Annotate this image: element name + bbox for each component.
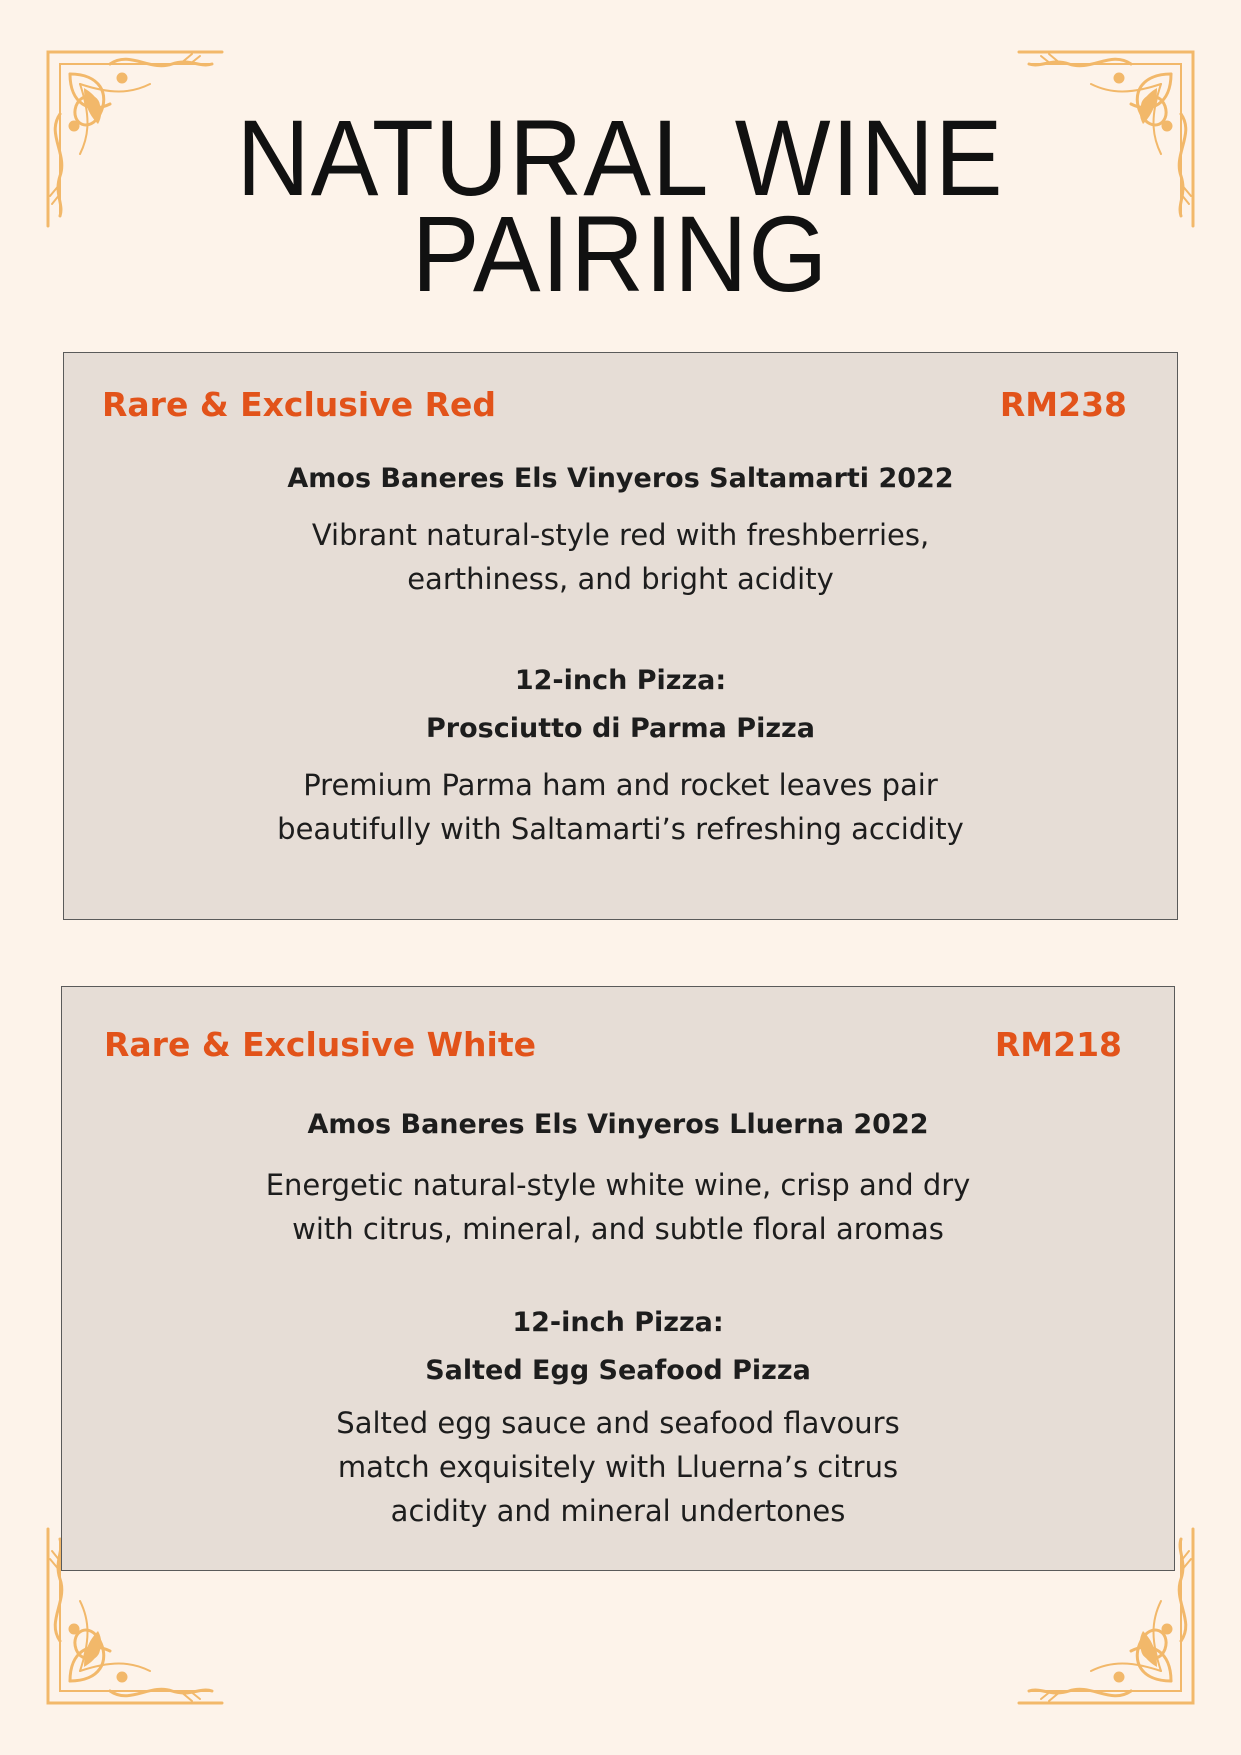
wine-name: Amos Baneres Els Vinyeros Saltamarti 2022: [287, 463, 954, 494]
pizza-description-line: Salted egg sauce and seafood flavours: [336, 1406, 900, 1440]
wine-description: [64, 513, 1177, 601]
price-label: RM238: [999, 385, 1127, 424]
pizza-size-label: 12-inch Pizza:: [512, 1307, 724, 1338]
pizza-name: Prosciutto di Parma Pizza: [426, 713, 815, 744]
pizza-name: Salted Egg Seafood Pizza: [425, 1355, 811, 1386]
title-line-2: PAIRING: [411, 193, 829, 314]
pizza-description: [64, 763, 1177, 851]
pairing-card-white: [61, 986, 1175, 1571]
category-title: Rare & Exclusive Red: [102, 385, 497, 424]
pizza-description-line: Premium Parma ham and rocket leaves pair: [303, 768, 938, 802]
pizza-description: [62, 1401, 1174, 1533]
wine-description-line: with citrus, mineral, and subtle floral aromas: [292, 1212, 944, 1246]
page-title: [150, 97, 1090, 314]
wine-description-line: Energetic natural-style white wine, crisp and dry: [265, 1168, 971, 1202]
pizza-description-line: beautifully with Saltamarti’s refreshing accidity: [277, 812, 964, 846]
wine-description-line: Vibrant natural-style red with freshberries,: [311, 518, 930, 552]
pizza-description-line: acidity and mineral undertones: [390, 1494, 846, 1528]
pairing-card-red: [63, 352, 1178, 920]
category-title: Rare & Exclusive White: [104, 1025, 536, 1064]
card-header: [64, 385, 1177, 424]
wine-description: [62, 1163, 1174, 1251]
wine-description-line: earthiness, and bright acidity: [407, 562, 834, 596]
wine-name: Amos Baneres Els Vinyeros Lluerna 2022: [307, 1109, 929, 1140]
card-header: [62, 1025, 1174, 1064]
price-label: RM218: [994, 1025, 1122, 1064]
pizza-size-label: 12-inch Pizza:: [514, 665, 727, 696]
title-line-1: NATURAL WINE: [236, 97, 1004, 218]
pizza-description-line: match exquisitely with Lluerna’s citrus: [337, 1450, 899, 1484]
